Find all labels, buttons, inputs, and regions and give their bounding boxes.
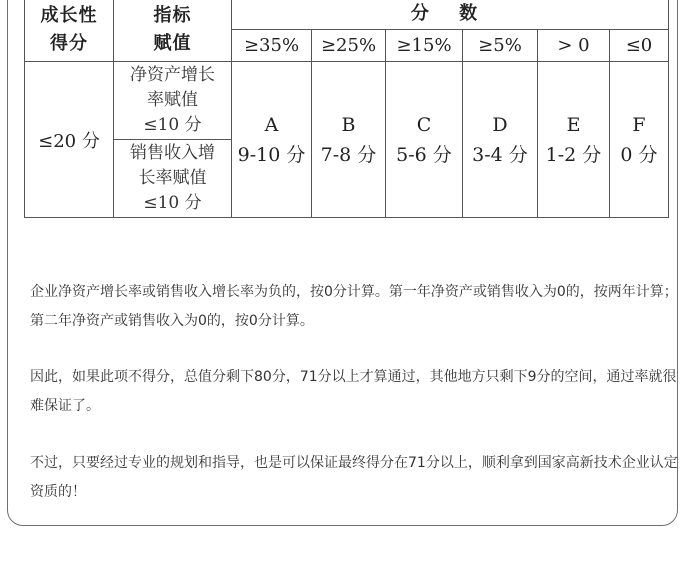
indicator-sales-revenue-line3: ≤10 分 — [143, 193, 202, 213]
threshold-35: ≥35% — [232, 30, 312, 62]
grade-e-letter: E — [566, 113, 581, 136]
grade-c — [386, 62, 463, 218]
indicator-net-assets-line1: 净资产增长 — [130, 65, 215, 85]
grade-c-letter: C — [416, 113, 432, 136]
grade-a — [232, 62, 312, 218]
indicator-net-assets-line3: ≤10 分 — [143, 115, 202, 135]
grade-c-score: 5-6 分 — [396, 143, 452, 166]
grade-e-score: 1-2 分 — [545, 143, 602, 166]
threshold-15: ≥15% — [386, 30, 463, 62]
grade-a-score: 9-10 分 — [237, 143, 306, 166]
grade-d — [463, 62, 538, 218]
paragraph-pass-rate: 因此，如果此项不得分，总值分剩下80分，71分以上才算通过，其他地方只剩下9分的空间，通过率就很难保证了。 — [30, 369, 677, 414]
indicator-net-assets — [114, 62, 232, 140]
header-growth-score — [25, 0, 114, 62]
indicator-net-assets-line2: 率赋值 — [147, 90, 198, 110]
threshold-positive: > 0 — [538, 30, 610, 62]
threshold-25: ≥25% — [312, 30, 386, 62]
threshold-zero: ≤0 — [610, 30, 669, 62]
indicator-sales-revenue-line1: 销售收入增 — [130, 143, 215, 163]
growth-score-table — [24, 0, 669, 218]
article-card — [7, 0, 678, 526]
grade-d-score: 3-4 分 — [472, 143, 528, 166]
row-score-label: ≤20 分 — [25, 62, 114, 218]
grade-b-letter: B — [341, 113, 356, 136]
header-growth-score-line1: 成长性 — [40, 4, 98, 26]
header-indicator-line2: 赋值 — [153, 32, 192, 54]
indicator-sales-revenue — [114, 140, 232, 218]
grade-e — [538, 62, 610, 218]
paragraph-negative-growth: 企业净资产增长率或销售收入增长率为负的，按0分计算。第一年净资产或销售收入为0的，按两年计算；第二年净资产或销售收入为0的，按0分计算。 — [30, 284, 678, 329]
header-indicator-line1: 指标 — [153, 4, 192, 26]
grade-f-letter: F — [632, 113, 646, 136]
grade-d-letter: D — [492, 113, 508, 136]
grade-a-letter: A — [264, 113, 279, 136]
indicator-sales-revenue-line2: 长率赋值 — [138, 168, 207, 188]
header-score: 分 数 — [232, 0, 669, 30]
header-indicator-value — [114, 0, 232, 62]
grade-f-score: 0 分 — [620, 143, 658, 166]
paragraph-professional-guidance: 不过，只要经过专业的规划和指导，也是可以保证最终得分在71分以上，顺利拿到国家高新技术企业认定资质的！ — [30, 455, 678, 500]
grade-b — [312, 62, 386, 218]
grade-f — [610, 62, 669, 218]
grade-b-score: 7-8 分 — [320, 143, 377, 166]
threshold-5: ≥5% — [463, 30, 538, 62]
header-growth-score-line2: 得分 — [50, 32, 88, 54]
